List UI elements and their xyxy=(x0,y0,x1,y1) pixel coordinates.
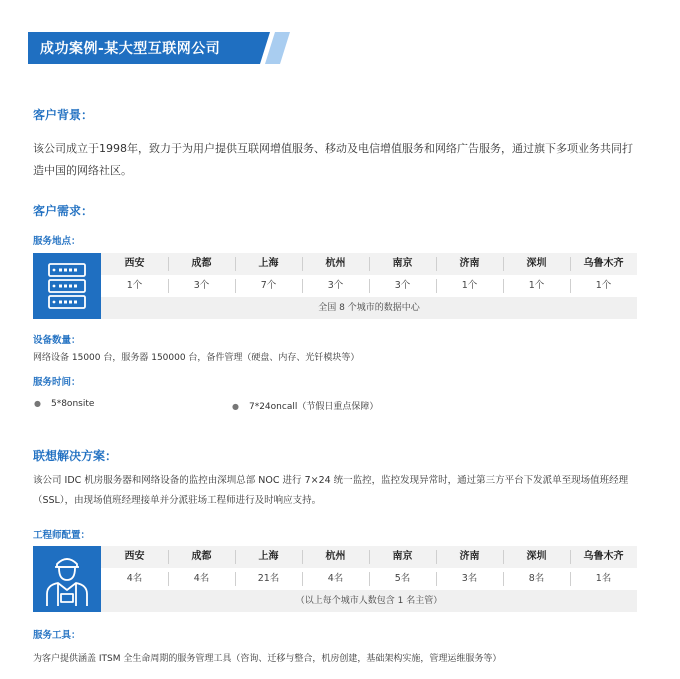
service-time-text: 5*8onsite xyxy=(50,399,95,409)
locations-label: 服务地点： xyxy=(33,236,81,247)
solution-text: 该公司 IDC 机房服务器和网络设备的监控由深圳总部 NOC 进行 7×24 统一监控，监控发现异常时，通过第三方平台下发派单至现场值班经理（SSL），由现场值班经理接单并分派驻场工程师进行及时响应支持。 xyxy=(33,475,629,506)
engineer-icon xyxy=(33,546,101,612)
city-cell: 深圳 xyxy=(503,546,570,568)
count-cell: 3名 xyxy=(436,568,503,590)
service-time-item xyxy=(232,399,378,412)
engineer-label: 工程师配置： xyxy=(33,530,91,541)
locations-table xyxy=(33,253,637,319)
count-cell: 1个 xyxy=(503,275,570,297)
count-cell: 5名 xyxy=(369,568,436,590)
count-cell: 3个 xyxy=(302,275,369,297)
service-time-text: 7*24oncall（节假日重点保障） xyxy=(248,402,379,412)
city-cell: 济南 xyxy=(436,546,503,568)
city-cell: 上海 xyxy=(235,253,302,275)
engineer-count-row xyxy=(101,568,637,590)
city-cell: 深圳 xyxy=(503,253,570,275)
city-cell: 西安 xyxy=(124,551,145,562)
city-cell: 乌鲁木齐 xyxy=(570,546,637,568)
solution-heading: 联想解决方案： xyxy=(33,449,118,463)
city-cell: 南京 xyxy=(369,253,436,275)
city-cell: 济南 xyxy=(436,253,503,275)
background-heading: 客户背景： xyxy=(33,108,94,122)
engineer-table xyxy=(33,546,637,612)
count-cell: 8名 xyxy=(503,568,570,590)
tools-text: 为客户提供涵盖 ITSM 全生命周期的服务管理工具（咨询、迁移与整合，机房创建，基础架构实施，管理运维服务等） xyxy=(33,654,502,664)
count-cell: 1名 xyxy=(570,568,637,590)
count-cell: 1个 xyxy=(436,275,503,297)
background-text: 该公司成立于1998年，致力于为用户提供互联网增值服务、移动及电信增值服务和网络广告服务，通过旗下多项业务共同打造中国的网络社区。 xyxy=(33,142,633,177)
tools-label: 服务工具： xyxy=(33,630,81,641)
city-cell: 上海 xyxy=(235,546,302,568)
count-cell: 3个 xyxy=(369,275,436,297)
locations-count-row xyxy=(101,275,637,297)
title-banner xyxy=(28,32,290,64)
count-cell: 1个 xyxy=(570,275,637,297)
server-icon xyxy=(33,253,101,319)
count-cell: 21名 xyxy=(235,568,302,590)
service-time-item xyxy=(34,399,94,409)
locations-note: 全国 8 个城市的数据中心 xyxy=(101,297,637,319)
city-cell: 成都 xyxy=(168,546,235,568)
count-cell: 3个 xyxy=(168,275,235,297)
city-cell: 乌鲁木齐 xyxy=(570,253,637,275)
bullet-icon: ● xyxy=(34,399,41,408)
count-cell: 7个 xyxy=(235,275,302,297)
equipment-label: 设备数量： xyxy=(33,335,81,346)
requirements-heading: 客户需求： xyxy=(33,204,94,218)
city-cell: 成都 xyxy=(168,253,235,275)
engineer-header-row xyxy=(101,546,637,568)
equipment-text: 网络设备 15000 台，服务器 150000 台，备件管理（硬盘、内存、光钎模块等） xyxy=(33,353,360,363)
count-cell: 1个 xyxy=(126,280,143,291)
locations-header-row xyxy=(101,253,637,275)
city-cell: 杭州 xyxy=(302,546,369,568)
page-title: 成功案例-某大型互联网公司 xyxy=(40,41,221,57)
bullet-icon: ● xyxy=(232,402,239,411)
count-cell: 4名 xyxy=(168,568,235,590)
count-cell: 4名 xyxy=(302,568,369,590)
count-cell: 4名 xyxy=(126,573,143,584)
city-cell: 杭州 xyxy=(302,253,369,275)
engineer-note: （以上每个城市人数包含 1 名主管） xyxy=(101,590,637,612)
city-cell: 南京 xyxy=(369,546,436,568)
city-cell: 西安 xyxy=(124,258,145,269)
service-time-label: 服务时间： xyxy=(33,377,81,388)
